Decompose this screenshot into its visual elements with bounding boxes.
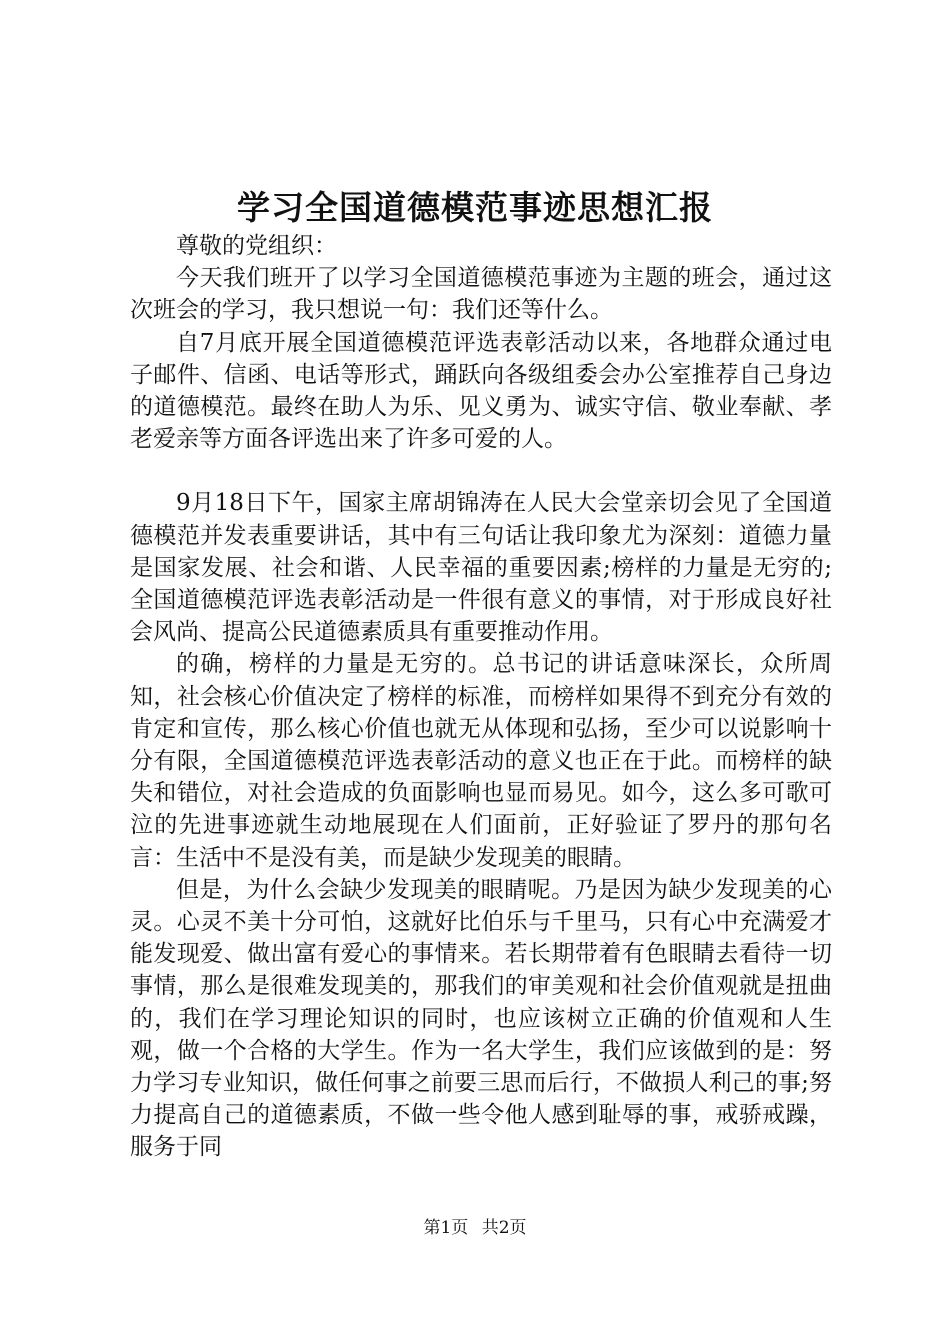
page-footer bbox=[0, 1217, 950, 1239]
paragraph-3: 9月18日下午，国家主席胡锦涛在人民大会堂亲切会见了全国道德模范并发表重要讲话，其中有三句话让我印象尤为深刻：道德力量是国家发展、社会和谐、人民幸福的重要因素;榜样的力量是无穷的;全国道德模范评选表彰活动是一件很有意义的事情，对于形成良好社会风尚、提高公民道德素质具有重要推动作用。 bbox=[130, 490, 832, 646]
page-number: 第1页 bbox=[423, 1218, 469, 1238]
paragraph-4: 的确，榜样的力量是无穷的。总书记的讲话意味深长，众所周知，社会核心价值决定了榜样的标准，而榜样如果得不到充分有效的肯定和宣传，那么核心价值也就无从体现和弘扬，至少可以说影响十分有限，全国道德模范评选表彰活动的意义也正在于此。而榜样的缺失和错位，对社会造成的负面影响也显而易见。如今，这么多可歌可泣的先进事迹就生动地展现在人们面前，正好验证了罗丹的那句名言：生活中不是没有美，而是缺少发现美的眼睛。 bbox=[130, 651, 832, 871]
paragraph-1: 今天我们班开了以学习全国道德模范事迹为主题的班会，通过这次班会的学习，我只想说一句：我们还等什么。 bbox=[130, 265, 832, 324]
document-body bbox=[130, 230, 832, 1164]
paragraph-5: 但是，为什么会缺少发现美的眼睛呢。乃是因为缺少发现美的心灵。心灵不美十分可怕，这就好比伯乐与千里马，只有心中充满爱才能发现爱、做出富有爱心的事情来。若长期带着有色眼睛去看待一切事情，那么是很难发现美的，那我们的审美观和社会价值观就是扭曲的，我们在学习理论知识的同时，也应该树立正确的价值观和人生观，做一个合格的大学生。作为一名大学生，我们应该做到的是：努力学习专业知识，做任何事之前要三思而后行，不做损人利己的事;努力提高自己的道德素质，不做一些令他人感到耻辱的事，戒骄戒躁，服务于同 bbox=[130, 876, 832, 1161]
page-total: 共2页 bbox=[481, 1218, 527, 1238]
document-title: 学习全国道德模范事迹思想汇报 bbox=[237, 188, 713, 227]
salutation: 尊敬的党组织： bbox=[176, 233, 337, 259]
paragraph-2: 自7月底开展全国道德模范评选表彰活动以来，各地群众通过电子邮件、信函、电话等形式，踊跃向各级组委会办公室推荐自己身边的道德模范。最终在助人为乐、见义勇为、诚实守信、敬业奉献、孝老爱亲等方面各评选出来了许多可爱的人。 bbox=[130, 329, 832, 453]
